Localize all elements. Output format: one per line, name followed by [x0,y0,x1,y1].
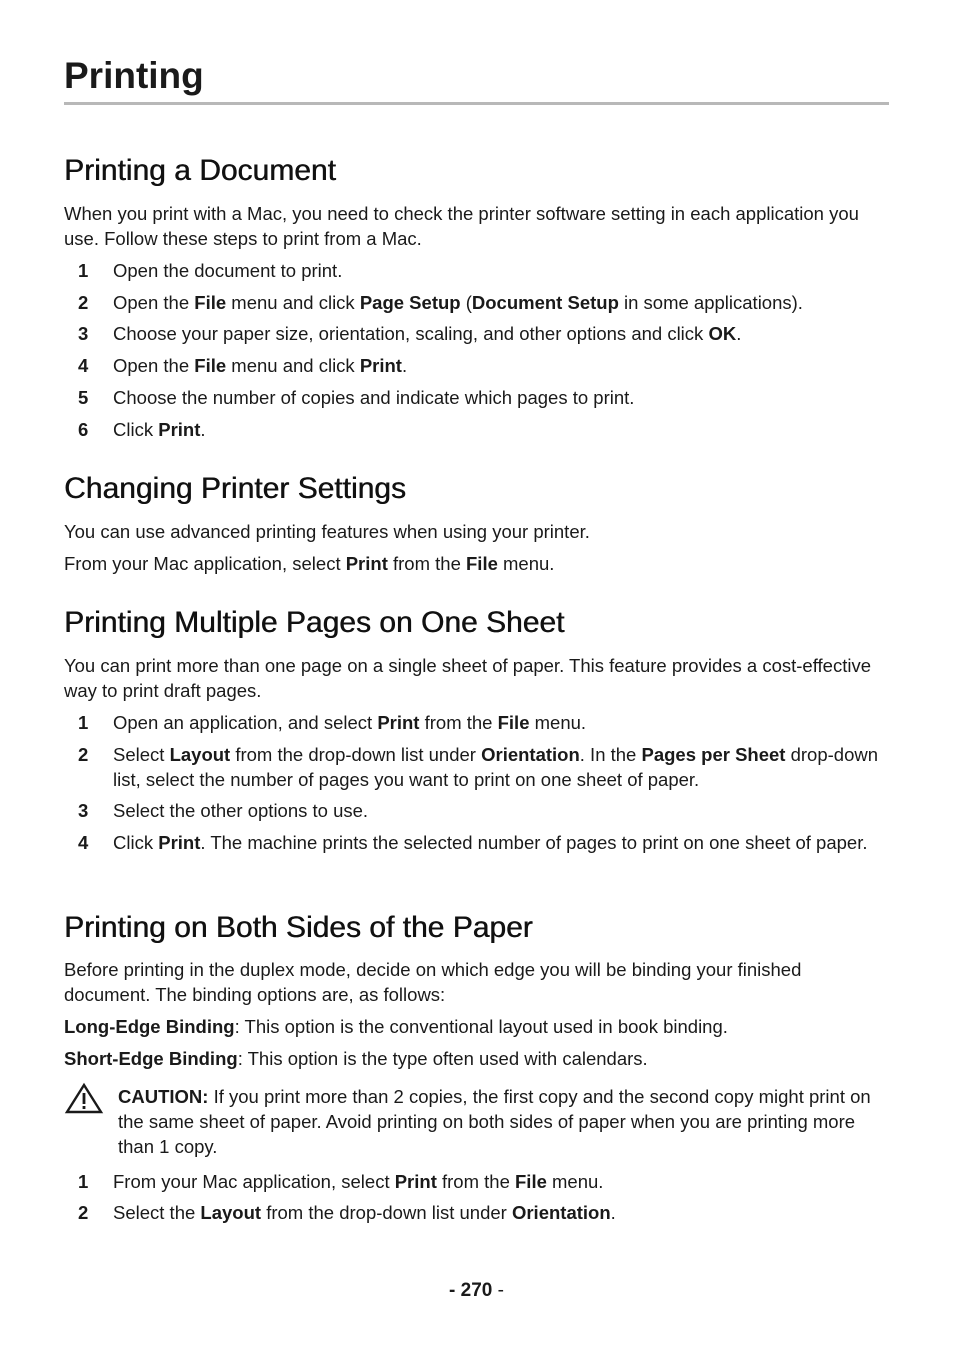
section-heading-printing-on-both-sides: Printing on Both Sides of the Paper [64,911,533,944]
section-paragraph: From your Mac application, select Print from the File menu. [64,553,555,574]
caution-note: CAUTION: If you print more than 2 copies, the first copy and the second copy might print on the same sheet of paper. Avoid printing on both sides of paper when you are printing more than 1 copy. [118,1086,871,1157]
title-divider [64,102,889,105]
section-paragraph: You can use advanced printing features when using your printer. [64,521,590,542]
step-number: 3 [78,800,89,821]
page-number: - 270 - [449,1280,504,1301]
step-number: 1 [78,1171,89,1192]
step-number: 6 [78,419,89,440]
step-number: 3 [78,323,89,344]
step-number: 4 [78,832,89,853]
step-text: Select the Layout from the drop-down list under Orientation. [113,1202,616,1223]
long-edge-binding: Long-Edge Binding: This option is the conventional layout used in book binding. [64,1016,728,1037]
section-intro: When you print with a Mac, you need to check the printer software setting in each application you use. Follow these steps to print from a Mac. [64,203,859,249]
step-number: 1 [78,712,89,733]
step-text: Select the other options to use. [113,800,369,821]
section-heading-printing-multiple-pages: Printing Multiple Pages on One Sheet [64,606,565,639]
step-number: 2 [78,292,89,313]
step-number: 1 [78,260,89,281]
step-number: 2 [78,1202,89,1223]
caution-icon [64,1082,104,1114]
step-text: From your Mac application, select Print from the File menu. [113,1171,604,1192]
step-text: Select Layout from the drop-down list under Orientation. In the Pages per Sheet drop-down list, select the number of pages you want to print on one sheet of paper. [113,744,879,790]
section-heading-changing-printer-settings: Changing Printer Settings [64,472,406,505]
short-edge-binding: Short-Edge Binding: This option is the type often used with calendars. [64,1048,648,1069]
step-text: Choose your paper size, orientation, scaling, and other options and click OK. [113,323,742,344]
step-number: 2 [78,744,89,765]
step-text: Open the File menu and click Print. [113,355,408,376]
section-intro: You can print more than one page on a single sheet of paper. This feature provides a cost-effective way to print draft pages. [64,655,871,701]
step-text: Choose the number of copies and indicate which pages to print. [113,387,635,408]
page-title: Printing [64,55,204,96]
step-text: Open an application, and select Print from the File menu. [113,712,587,733]
step-text: Open the document to print. [113,260,343,281]
section-heading-printing-a-document: Printing a Document [64,154,336,187]
section-intro: Before printing in the duplex mode, decide on which edge you will be binding your finished document. The binding options are, as follows: [64,959,802,1005]
step-number: 4 [78,355,89,376]
step-text: Click Print. [113,419,206,440]
step-number: 5 [78,387,89,408]
step-text: Click Print. The machine prints the selected number of pages to print on one sheet of paper. [113,832,868,853]
step-text: Open the File menu and click Page Setup (Document Setup in some applications). [113,292,803,313]
